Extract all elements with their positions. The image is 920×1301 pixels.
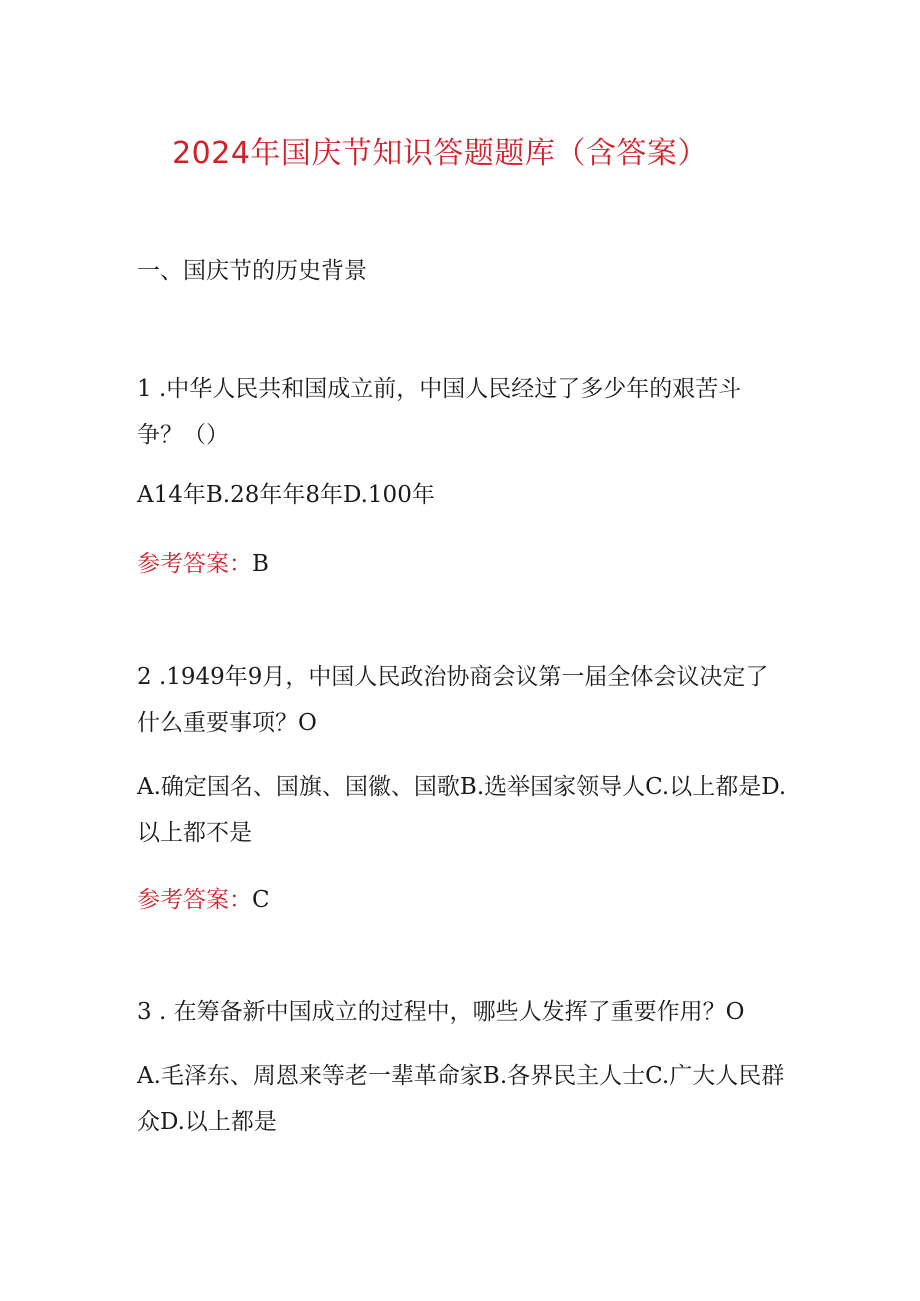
answer-label: 参考答案： <box>137 887 252 913</box>
question-3-text: 3 . 在筹备新中国成立的过程中，哪些人发挥了重要作用？O <box>137 999 745 1025</box>
document-title: 2024年国庆节知识答题题库（含答案） <box>172 136 708 171</box>
answer-value: B <box>252 551 269 577</box>
question-1-answer <box>137 545 269 578</box>
question-1-text: 1 .中华人民共和国成立前，中国人民经过了多少年的艰苦斗争？（） <box>137 376 742 448</box>
answer-label: 参考答案： <box>137 551 252 577</box>
question-2-options: A.确定国名、国旗、国徽、国歌B.选举国家领导人C.以上都是D.以上都不是 <box>137 774 787 846</box>
section-heading: 一、国庆节的历史背景 <box>137 258 367 284</box>
question-1-options: A14年B.28年年8年D.100年 <box>137 482 435 508</box>
question-2-text: 2 .1949年9月，中国人民政治协商会议第一届全体会议决定了什么重要事项？O <box>137 664 769 736</box>
answer-value: C <box>252 887 270 913</box>
question-3-options: A.毛泽东、周恩来等老一辈革命家B.各界民主人士C.广大人民群众D.以上都是 <box>137 1063 785 1135</box>
question-2-answer <box>137 881 270 914</box>
